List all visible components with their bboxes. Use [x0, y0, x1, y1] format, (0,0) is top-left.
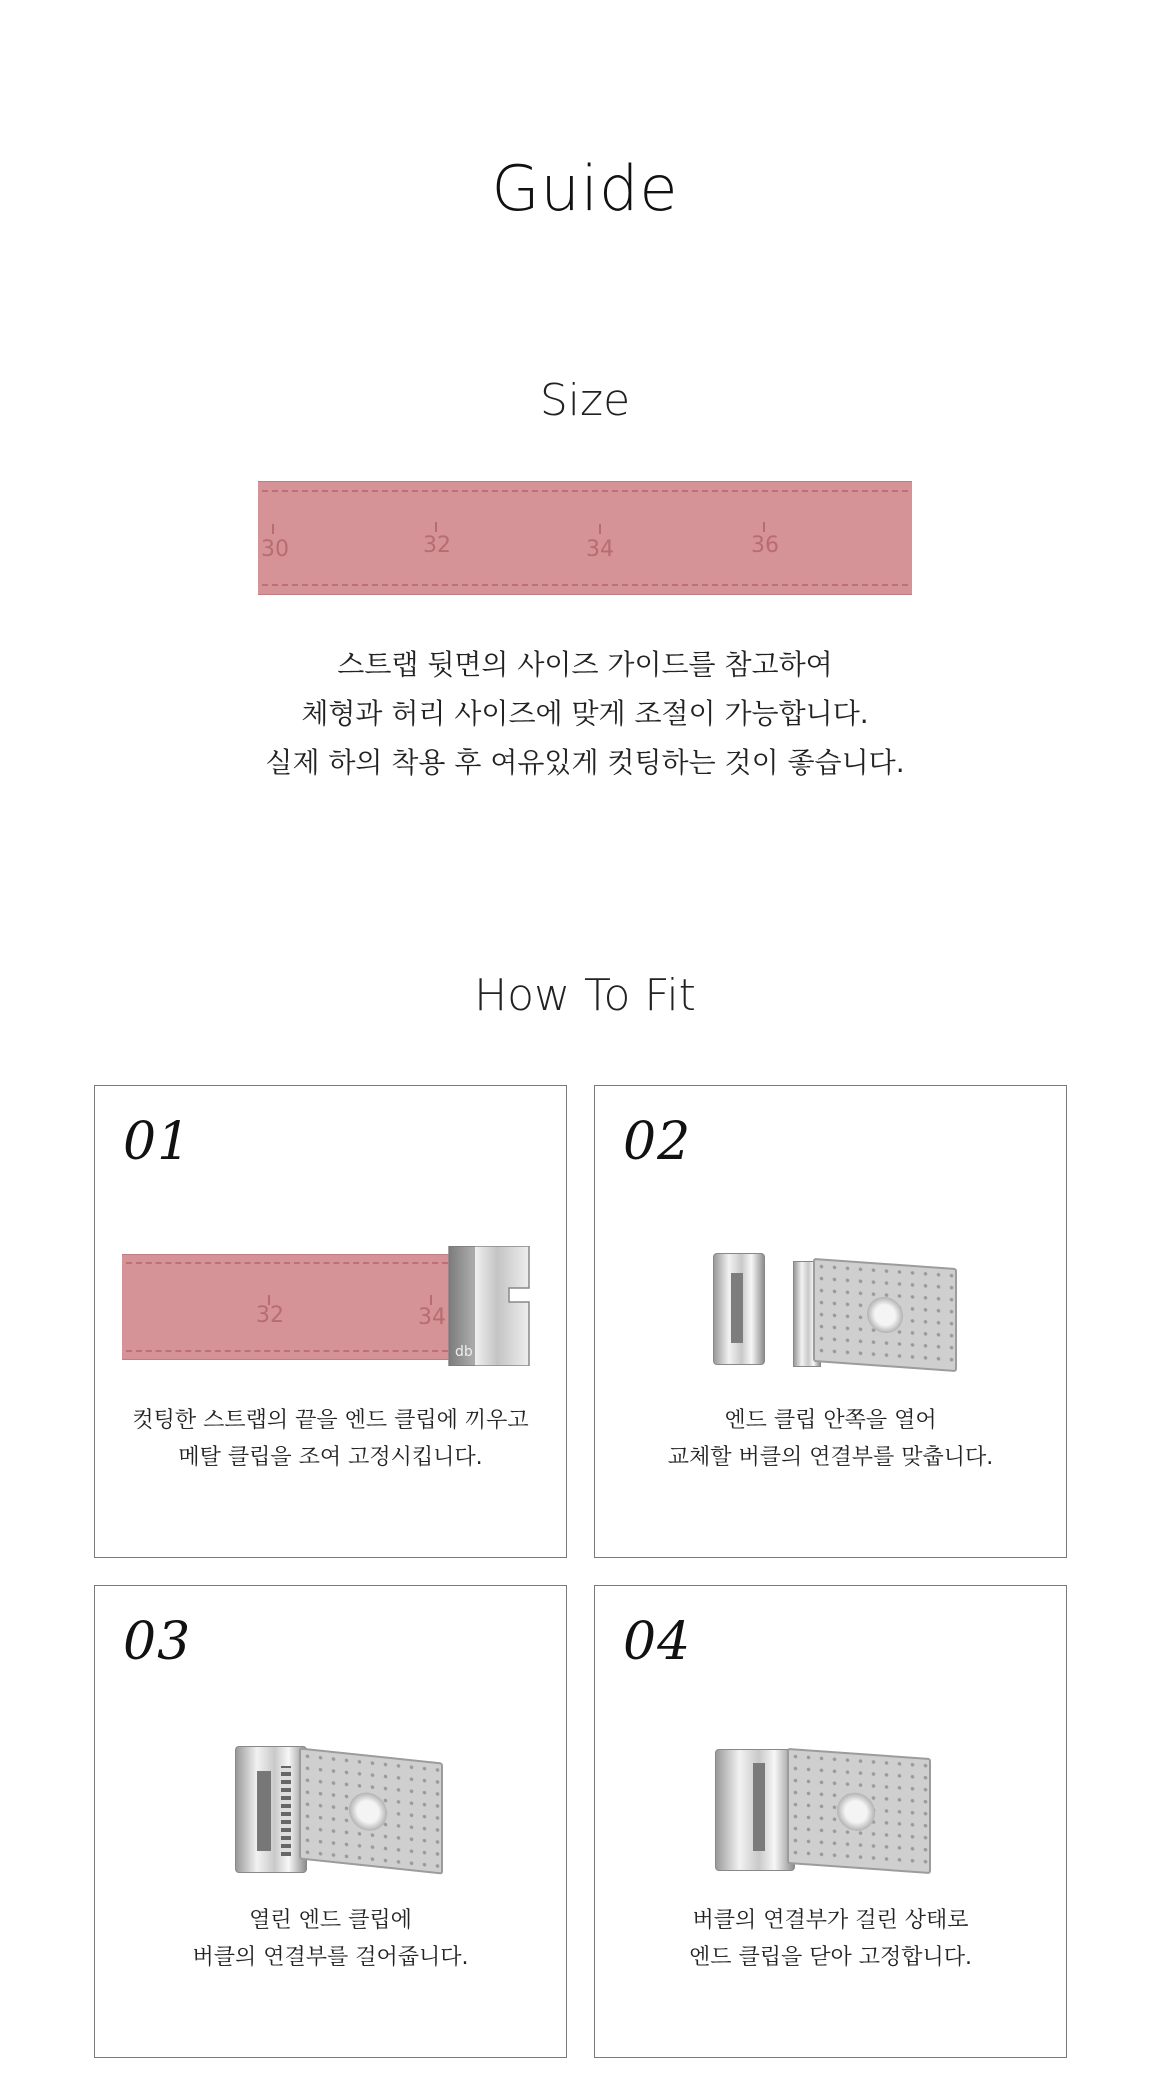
step-caption-line: 교체할 버클의 연결부를 맞춥니다.: [667, 1445, 994, 1470]
size-mark-32: 32: [423, 533, 451, 558]
step-card-04: [594, 1585, 1067, 2058]
step-number: 04: [623, 1612, 692, 1672]
page-title: Guide: [491, 152, 679, 225]
step-card-02: [594, 1085, 1067, 1558]
size-mark-30: 30: [261, 537, 289, 562]
size-strap-image: [258, 481, 912, 595]
step-caption-line: 엔드 클립 안쪽을 열어: [724, 1408, 937, 1433]
step-caption: [595, 1402, 1066, 1476]
step-caption-line: 열린 엔드 클립에: [249, 1908, 412, 1933]
step-number: 03: [123, 1612, 192, 1672]
step-caption-line: 메탈 클립을 조여 고정시킵니다.: [178, 1445, 483, 1470]
step-number: 01: [123, 1112, 192, 1172]
size-heading: Size: [539, 375, 631, 426]
clip-logo: db: [455, 1344, 473, 1360]
step-caption: [95, 1402, 566, 1476]
step-caption-line: 컷팅한 스트랩의 끝을 엔드 클립에 끼우고: [132, 1408, 529, 1433]
buckle-hooked-on-clip-image: [235, 1741, 450, 1876]
size-description: [0, 640, 1170, 787]
step-caption: [95, 1902, 566, 1976]
step-caption-line: 엔드 클립을 닫아 고정합니다.: [689, 1945, 972, 1970]
strap-with-end-clip-image: [122, 1246, 542, 1366]
step-caption-line: 버클의 연결부가 걸린 상태로: [692, 1908, 969, 1933]
step-card-03: [94, 1585, 567, 2058]
step-caption-line: 버클의 연결부를 걸어줍니다.: [192, 1945, 469, 1970]
open-end-clip-and-buckle-image: [713, 1243, 973, 1383]
step-caption: [595, 1902, 1066, 1976]
end-clip-graphic: [447, 1246, 547, 1366]
size-description-line: 스트랩 뒷면의 사이즈 가이드를 참고하여: [337, 648, 833, 681]
size-mark-34: 34: [586, 537, 614, 562]
strap-mark-32: 32: [256, 1303, 284, 1328]
clip-closed-on-buckle-image: [715, 1741, 935, 1876]
step-number: 02: [623, 1112, 692, 1172]
size-description-line: 체형과 허리 사이즈에 맞게 조절이 가능합니다.: [301, 697, 869, 730]
size-mark-36: 36: [751, 533, 779, 558]
how-to-fit-heading: How To Fit: [474, 970, 696, 1021]
strap-mark-34: 34: [418, 1305, 446, 1330]
size-description-line: 실제 하의 착용 후 여유있게 컷팅하는 것이 좋습니다.: [265, 746, 905, 779]
step-card-01: [94, 1085, 567, 1558]
